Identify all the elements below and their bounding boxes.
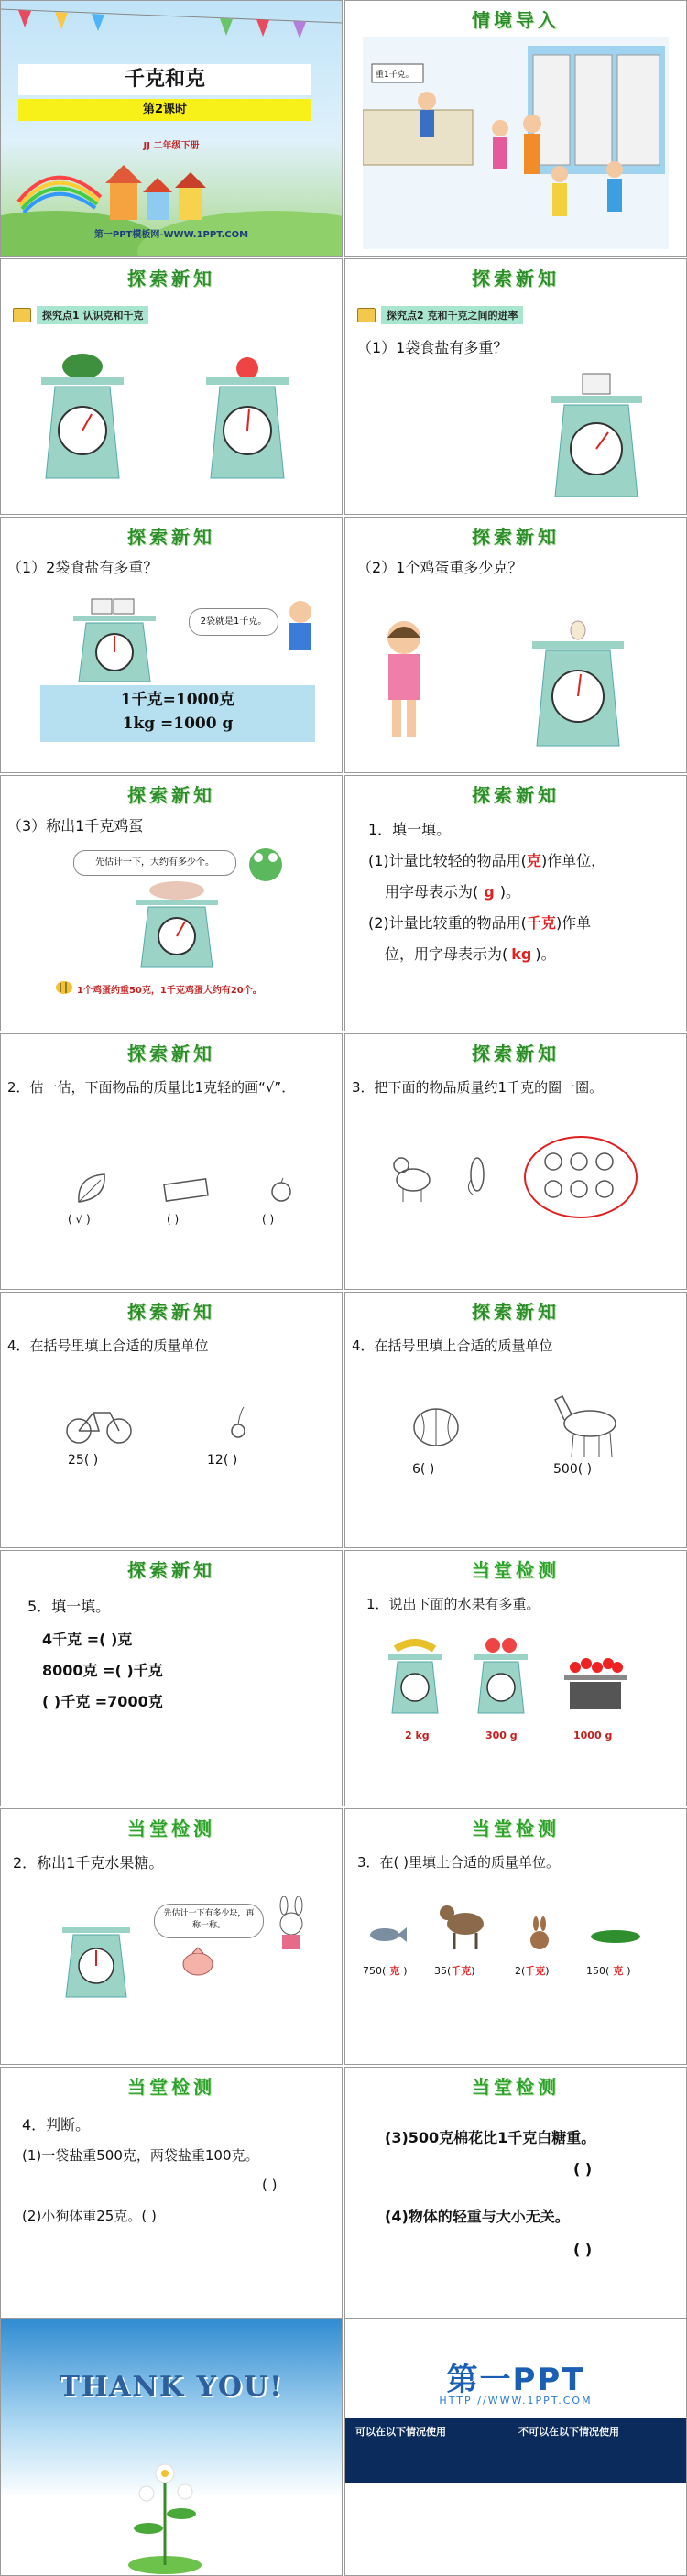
slide-check-2[interactable] bbox=[0, 1808, 343, 2065]
cover-landscape bbox=[0, 147, 343, 257]
question: 1．说出下面的水果有多重。 bbox=[366, 1596, 540, 1612]
formula-box bbox=[40, 685, 315, 742]
slide-exercise-5[interactable] bbox=[0, 1550, 343, 1806]
weight-strawberries: 1000 g bbox=[573, 1730, 613, 1741]
slide-thanks[interactable] bbox=[0, 2318, 343, 2576]
slide-intro[interactable] bbox=[344, 0, 687, 257]
question: （2）1个鸡蛋重多少克？ bbox=[357, 559, 523, 576]
slide-exercise-4a[interactable] bbox=[0, 1292, 343, 1548]
scale-salt bbox=[537, 368, 656, 506]
apples-icon bbox=[539, 1147, 621, 1206]
formula-letters: 1kg =1000 g bbox=[122, 715, 234, 733]
answer-eraser: ( ) bbox=[167, 1213, 180, 1226]
brand-logo: 第一PPT bbox=[446, 2362, 585, 2398]
value-bicycle: 25( ) bbox=[68, 1453, 99, 1468]
fill-line-3: ( )千克 =7000克 bbox=[42, 1693, 163, 1710]
slide-heading: 探索新知 bbox=[472, 784, 560, 806]
judge-line-2: (2)小狗体重25克。( ) bbox=[22, 2208, 157, 2224]
fill-line-2: 8000克 =( )千克 bbox=[42, 1662, 163, 1679]
slide-heading: 探索新知 bbox=[127, 1301, 215, 1323]
slide-check-4[interactable] bbox=[0, 2067, 343, 2323]
question: 2．估一估，下面物品的质量比1克轻的画“√”． bbox=[7, 1079, 296, 1096]
question: 4．在括号里填上合适的质量单位 bbox=[7, 1337, 209, 1354]
slide-heading: 探索新知 bbox=[472, 267, 560, 289]
slide-heading: 探索新知 bbox=[472, 526, 560, 548]
exercise-title: 5．填一填。 bbox=[27, 1598, 111, 1615]
cover-subtitle: 第2课时 bbox=[18, 99, 311, 121]
scale-two-salt bbox=[64, 595, 165, 683]
dog-icon bbox=[390, 1149, 436, 1204]
rabbit-brown-icon bbox=[526, 1916, 553, 1953]
girl-icon bbox=[372, 617, 436, 746]
slide-heading: 探索新知 bbox=[127, 1042, 215, 1064]
fish-icon bbox=[366, 1924, 407, 1946]
weight-bananas: 2 kg bbox=[405, 1730, 430, 1741]
thanks-text: THANK YOU! bbox=[59, 2371, 284, 2403]
speech-bubble-text: 重1千克。 bbox=[376, 71, 414, 80]
answer-rabbit: 2(千克) bbox=[515, 1965, 550, 1977]
question: （1）2袋食盐有多重？ bbox=[7, 559, 158, 576]
slide-heading: 探索新知 bbox=[127, 267, 215, 289]
value-watermelon: 6( ) bbox=[412, 1462, 435, 1477]
value-cherry: 12( ) bbox=[207, 1453, 238, 1468]
fill-line-1: 4千克 =( )克 bbox=[42, 1631, 133, 1648]
slide-heading: 当堂检测 bbox=[472, 2076, 560, 2098]
slide-explore-5[interactable] bbox=[0, 775, 343, 1031]
boy-icon bbox=[282, 599, 319, 654]
eraser-icon bbox=[161, 1176, 213, 1204]
judge-line-1: (1)一袋盐重500克，两袋盐重100克。 bbox=[22, 2147, 259, 2164]
slide-explore-1[interactable] bbox=[0, 258, 343, 515]
slide-check-3[interactable] bbox=[344, 1808, 687, 2065]
judge-line-3: (3)500克棉花比1千克白糖重。 bbox=[385, 2129, 596, 2146]
slide-check-1[interactable] bbox=[344, 1550, 687, 1806]
speech-bubble: 先估计一下有多少块，再称一称。 bbox=[154, 1904, 264, 1938]
scale-watermelon bbox=[27, 350, 137, 487]
judge-blank-4: ( ) bbox=[573, 2241, 593, 2258]
formula-chinese: 1千克=1000克 bbox=[120, 691, 235, 709]
exercise-line-3: (2)计量比较重的物品用(千克)作单 bbox=[368, 914, 592, 932]
scale-strawberries bbox=[561, 1649, 630, 1713]
egg-note: 1个鸡蛋约重50克，1千克鸡蛋大约有20个。 bbox=[77, 986, 262, 996]
exercise-line-2: 用字母表示为( g )。 bbox=[385, 883, 520, 901]
topic-badge: 探究点1 认识克和千克 bbox=[13, 306, 148, 324]
weight-apples: 300 g bbox=[485, 1730, 518, 1741]
answer-apple: ( ) bbox=[262, 1213, 275, 1226]
corn-icon bbox=[463, 1152, 491, 1198]
rabbit-icon bbox=[271, 1896, 311, 1951]
slide-heading: 当堂检测 bbox=[127, 2076, 215, 2098]
slide-heading: 探索新知 bbox=[472, 1042, 560, 1064]
judge-blank-3: ( ) bbox=[573, 2160, 593, 2178]
answer-leaf: ( √ ) bbox=[68, 1213, 91, 1226]
usage-band bbox=[344, 2418, 687, 2483]
slide-heading: 探索新知 bbox=[472, 1301, 560, 1323]
topic-badge: 探究点2 克和千克之间的进率 bbox=[357, 306, 523, 324]
slide-explore-2[interactable] bbox=[344, 258, 687, 515]
cover-title: 千克和克 bbox=[18, 64, 311, 95]
value-horse: 500( ) bbox=[553, 1462, 593, 1477]
market-scene-illustration bbox=[363, 37, 669, 249]
slide-brand[interactable] bbox=[344, 2318, 687, 2576]
slide-exercise-2[interactable] bbox=[0, 1033, 343, 1290]
question: 4．在括号里填上合适的质量单位 bbox=[352, 1337, 553, 1354]
answer-fish: 750( 克 ) bbox=[363, 1965, 408, 1977]
cover-grade: JJ 二年级下册 bbox=[143, 141, 200, 151]
candy-bag-icon bbox=[180, 1946, 216, 1977]
cover-site: 第一PPT模板网-WWW.1PPT.COM bbox=[93, 230, 249, 240]
bicycle-icon bbox=[64, 1400, 134, 1446]
apple-icon bbox=[267, 1176, 295, 1204]
slide-heading: 探索新知 bbox=[127, 784, 215, 806]
slide-heading: 探索新知 bbox=[127, 1559, 215, 1581]
book-icon bbox=[13, 308, 31, 322]
speech-bubble: 2袋就是1千克。 bbox=[189, 608, 278, 636]
slide-explore-3[interactable] bbox=[0, 517, 343, 773]
slide-exercise-1[interactable] bbox=[344, 775, 687, 1031]
slide-heading: 探索新知 bbox=[127, 526, 215, 548]
cucumber-icon bbox=[588, 1927, 643, 1946]
scale-apple bbox=[192, 350, 302, 487]
usage-allowed-heading: 可以在以下情况使用 bbox=[355, 2426, 446, 2438]
scale-candy bbox=[55, 1900, 137, 2001]
speech-bubble: 先估计一下，大约有多少个。 bbox=[73, 850, 236, 876]
usage-forbidden-heading: 不可以在以下情况使用 bbox=[518, 2426, 619, 2438]
cover-bunting bbox=[0, 0, 343, 55]
exercise-title: 4．判断。 bbox=[22, 2116, 91, 2134]
slide-check-5[interactable] bbox=[344, 2067, 687, 2323]
question: 3．把下面的物品质量约1千克的圈一圈。 bbox=[352, 1079, 604, 1096]
scale-apples bbox=[469, 1631, 533, 1717]
slide-heading: 当堂检测 bbox=[472, 1559, 560, 1581]
scale-egg bbox=[518, 617, 638, 755]
scale-bananas bbox=[383, 1634, 447, 1717]
answer-cucumber: 150( 克 ) bbox=[586, 1965, 631, 1977]
leaf-icon bbox=[73, 1171, 110, 1207]
slide-explore-4[interactable] bbox=[344, 517, 687, 773]
frog-icon bbox=[245, 845, 286, 890]
question: 2．称出1千克水果糖。 bbox=[13, 1854, 164, 1872]
judge-blank-1: ( ) bbox=[262, 2177, 278, 2193]
question: 3．在( )里填上合适的质量单位。 bbox=[357, 1854, 561, 1871]
slide-exercise-4b[interactable] bbox=[344, 1292, 687, 1548]
slide-exercise-3[interactable] bbox=[344, 1033, 687, 1290]
judge-line-4: (4)物体的轻重与大小无关。 bbox=[385, 2208, 570, 2225]
slide-heading: 当堂检测 bbox=[127, 1817, 215, 1839]
slide-heading: 情境导入 bbox=[472, 9, 560, 31]
question: （1）1袋食盐有多重？ bbox=[357, 339, 508, 356]
slide-heading: 当堂检测 bbox=[472, 1817, 560, 1839]
exercise-title: 1．填一填。 bbox=[368, 821, 452, 838]
flower-icon bbox=[110, 2437, 220, 2574]
cherry-icon bbox=[227, 1405, 249, 1442]
answer-goat: 35(千克) bbox=[434, 1965, 475, 1977]
bee-icon bbox=[53, 975, 75, 1000]
brand-url[interactable]: HTTP://WWW.1PPT.COM bbox=[439, 2395, 593, 2407]
watermelon-icon bbox=[409, 1402, 463, 1453]
slide-cover[interactable] bbox=[0, 0, 343, 257]
book-icon bbox=[357, 308, 376, 322]
horse-icon bbox=[546, 1387, 634, 1460]
goat-icon bbox=[436, 1898, 491, 1953]
exercise-line-4: 位，用字母表示为( kg )。 bbox=[385, 945, 556, 963]
question: （3）称出1千克鸡蛋 bbox=[7, 817, 144, 835]
exercise-line-1: (1)计量比较轻的物品用(克)作单位， bbox=[368, 852, 606, 869]
scale-eggs bbox=[126, 879, 227, 971]
